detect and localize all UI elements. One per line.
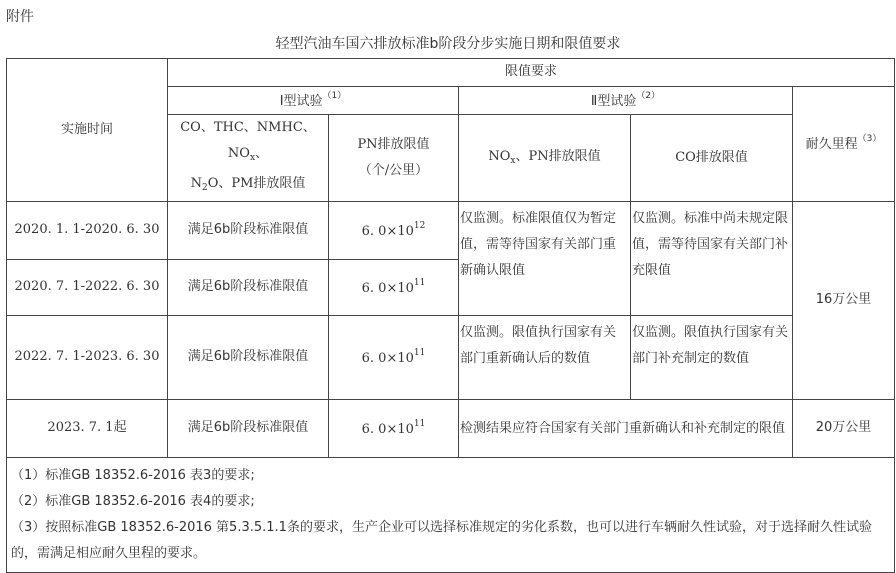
type2-nox-cell-group1: 仅监测。标准限值仅为暂定值，需等待国家有关部门重新确认限值 xyxy=(459,202,631,316)
type1-cell: 满足6b阶段标准限值 xyxy=(168,202,329,260)
emission-standard-table xyxy=(6,58,895,573)
type2-nox-cell-group2: 仅监测。限值执行国家有关部门重新确认后的数值 xyxy=(459,316,631,400)
durability-cell-20: 20万公里 xyxy=(793,400,895,458)
limits-header: 限值要求 xyxy=(168,59,895,87)
type1-cell: 满足6b阶段标准限值 xyxy=(168,316,329,400)
date-cell: 2020. 1. 1-2020. 6. 30 xyxy=(7,202,168,260)
table-row xyxy=(7,316,895,400)
impl-time-header: 实施时间 xyxy=(7,59,168,202)
table-title: 轻型汽油车国六排放标准b阶段分步实施日期和限值要求 xyxy=(275,36,621,52)
durability-cell-16: 16万公里 xyxy=(793,202,895,400)
notes-cell xyxy=(7,458,895,573)
table-row xyxy=(7,400,895,458)
date-cell: 2020. 7. 1-2022. 6. 30 xyxy=(7,260,168,316)
gas-limit-header: CO、THC、NMHC、$NO_x$、 $N_2O$、PM排放限值 xyxy=(168,115,329,202)
note-1: （1）标准GB 18352.6-2016 表3的要求; xyxy=(11,468,255,483)
type1-cell: 满足6b阶段标准限值 xyxy=(168,400,329,458)
type2-co-cell-group2: 仅监测。限值执行国家有关部门补充制定的数值 xyxy=(631,316,793,400)
type1-cell: 满足6b阶段标准限值 xyxy=(168,260,329,316)
pn-cell: 6. $0\times 10^{12}$ xyxy=(329,202,459,260)
type2-cell-group3: 检测结果应符合国家有关部门重新确认和补充制定的限值 xyxy=(459,400,793,458)
table-row xyxy=(7,202,895,260)
type2-co-cell-group1: 仅监测。标准中尚未规定限值，需等待国家有关部门补充限值 xyxy=(631,202,793,316)
nox-pn-header: $NO_x$、PN排放限值 xyxy=(459,115,631,202)
type1-header: Ⅰ型试验$^{(1)}$ xyxy=(168,87,459,115)
notes-row xyxy=(7,458,895,573)
co-limit-header: CO排放限值 xyxy=(631,115,793,202)
pn-limit-header: PN排放限值 （个/公里） xyxy=(329,115,459,202)
date-cell: 2023. 7. 1起 xyxy=(7,400,168,458)
pn-cell: 6. $0\times 10^{11}$ xyxy=(329,316,459,400)
type2-header: Ⅱ型试验$^{(2)}$ xyxy=(459,87,793,115)
durability-header: 耐久里程$^{(3)}$ xyxy=(793,87,895,202)
date-cell: 2022. 7. 1-2023. 6. 30 xyxy=(7,316,168,400)
pn-cell: 6. $0\times 10^{11}$ xyxy=(329,260,459,316)
note-2: （2）标准GB 18352.6-2016 表4的要求; xyxy=(11,494,255,509)
note-3: （3）按照标准GB 18352.6-2016 第5.3.5.1.1条的要求，生产企业可以选择标准规定的劣化系数，也可以进行车辆耐久性试验，对于选择耐久性试验的，需满足相应耐久里程的要求。 xyxy=(11,520,872,561)
pn-cell: 6. $0\times 10^{11}$ xyxy=(329,400,459,458)
attachment-label: 附件 xyxy=(6,9,34,25)
